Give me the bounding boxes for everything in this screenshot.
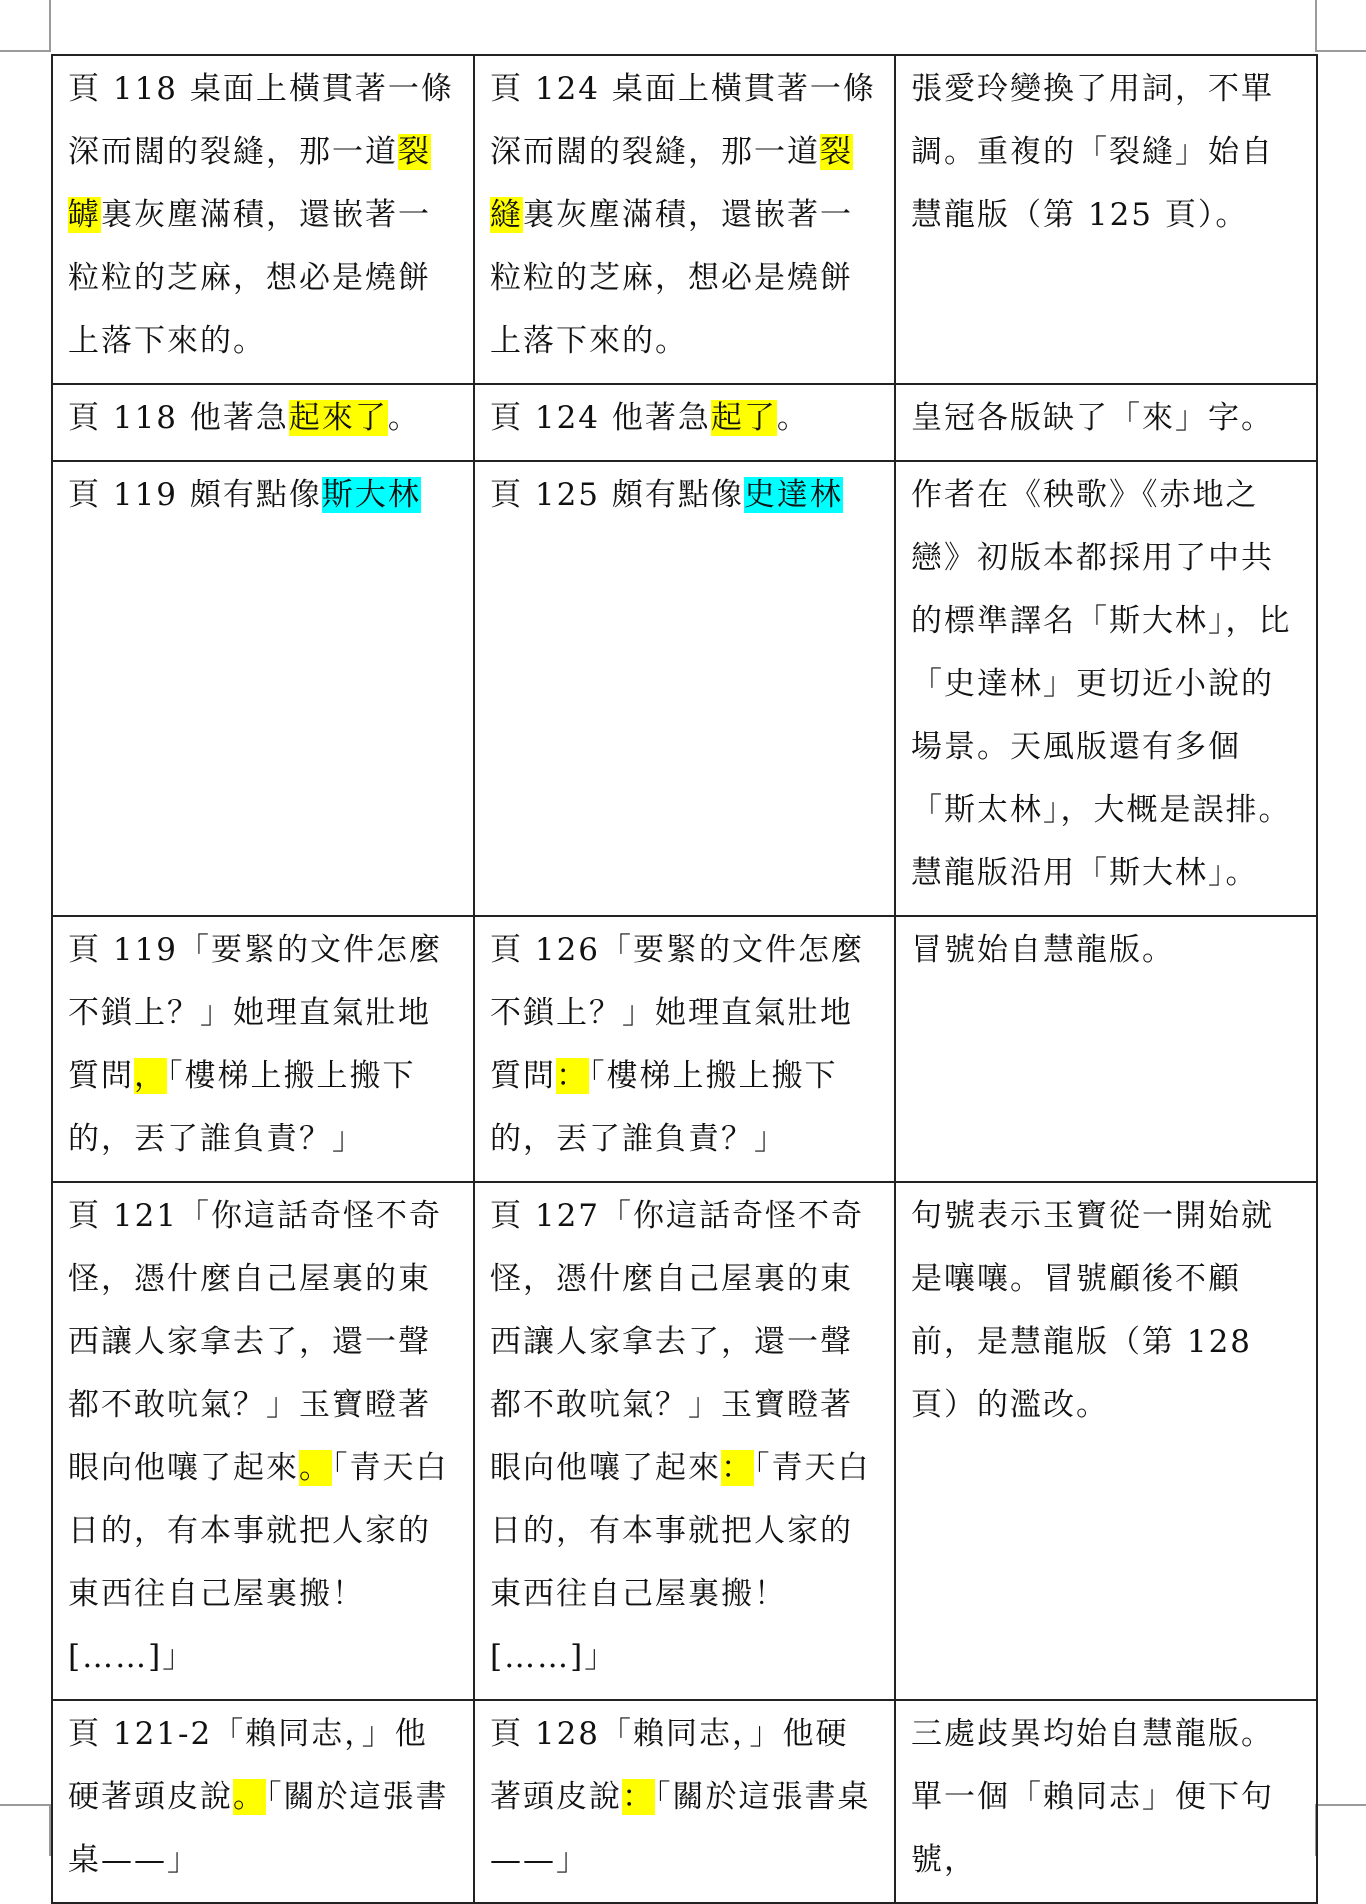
cell-text — [490, 400, 810, 436]
text-segment: 句號表示玉寶從一開始就是嚷嚷。冒號顧後不顧前，是慧龍版（第 128 頁）的濫改。 — [911, 1198, 1274, 1423]
cell-text — [490, 1198, 871, 1675]
cell-text — [911, 1716, 1274, 1878]
text-segment: 頁 124 桌面上橫貫著一條深而闊的裂縫，那一道 — [490, 71, 876, 170]
highlighted-text: 起了 — [710, 400, 777, 436]
table-cell — [895, 916, 1317, 1182]
text-segment: 「青天白日的，有本事就把人家的東西往自己屋裏搬！[……]」 — [68, 1450, 449, 1675]
text-segment: 冒號始自慧龍版。 — [911, 932, 1175, 968]
highlighted-text: 裂罅 — [68, 134, 431, 233]
table-cell — [52, 384, 474, 461]
cell-text — [68, 1198, 449, 1675]
crop-mark-top-left-vertical — [49, 0, 51, 52]
highlighted-text: ： — [556, 1058, 589, 1094]
comparison-table — [51, 54, 1318, 1904]
highlighted-text: 裂縫 — [490, 134, 853, 233]
crop-mark-top-right-vertical — [1315, 0, 1317, 52]
table-cell — [52, 916, 474, 1182]
highlighted-text: ： — [721, 1450, 754, 1486]
table-cell — [895, 384, 1317, 461]
table-row — [52, 384, 1317, 461]
table-cell — [474, 461, 895, 916]
cell-text — [911, 400, 1274, 436]
text-segment: 張愛玲變換了用詞，不單調。重複的「裂縫」始自慧龍版（第 125 頁）。 — [911, 71, 1274, 233]
crop-mark-bottom-left-horizontal — [0, 1804, 51, 1806]
text-segment: 頁 121「你這話奇怪不奇怪，憑什麼自己屋裏的東西讓人家拿去了，還一聲都不敢吭氣？」玉寶瞪著眼向他嚷了起來 — [68, 1198, 443, 1486]
table-row — [52, 1182, 1317, 1700]
table-cell — [474, 916, 895, 1182]
text-segment: 頁 119「要緊的文件怎麼不鎖上？」她理直氣壯地質問 — [68, 932, 443, 1094]
cell-text — [490, 932, 864, 1157]
text-segment: 頁 118 桌面上橫貫著一條深而闊的裂縫，那一道 — [68, 71, 454, 170]
text-segment: 頁 121-2「賴同志，」他硬著頭皮說 — [68, 1716, 428, 1815]
text-segment: 頁 128「賴同志，」他硬著頭皮說 — [490, 1716, 849, 1815]
table-cell — [52, 1700, 474, 1903]
crop-mark-top-left-horizontal — [0, 50, 51, 52]
text-segment: 頁 119 頗有點像 — [68, 477, 322, 513]
text-segment: 「關於這張書桌——」 — [490, 1779, 871, 1878]
table-cell — [52, 1182, 474, 1700]
text-segment: 。 — [387, 400, 421, 436]
text-segment: 三處歧異均始自慧龍版。單一個「賴同志」便下句號， — [911, 1716, 1274, 1878]
text-segment: 頁 118 他著急 — [68, 400, 289, 436]
cell-text — [68, 400, 421, 436]
cell-text — [490, 477, 843, 513]
cell-text — [911, 1198, 1274, 1423]
text-segment: 「關於這張書桌——」 — [68, 1779, 449, 1878]
text-segment: 頁 127「你這話奇怪不奇怪，憑什麼自己屋裏的東西讓人家拿去了，還一聲都不敢吭氣？」玉寶瞪著眼向他嚷了起來 — [490, 1198, 865, 1486]
table-row — [52, 461, 1317, 916]
text-segment: 裏灰塵滿積，還嵌著一粒粒的芝麻，想必是燒餅上落下來的。 — [490, 197, 853, 359]
text-segment: 作者在《秧歌》《赤地之戀》初版本都採用了中共的標準譯名「斯大林」，比「史達林」更切近小說的場景。天風版還有多個「斯太林」，大概是誤排。慧龍版沿用「斯大林」。 — [911, 477, 1292, 891]
table-row — [52, 1700, 1317, 1903]
table-cell — [895, 1182, 1317, 1700]
crop-mark-bottom-right-horizontal — [1315, 1804, 1366, 1806]
cell-text — [68, 1716, 449, 1878]
text-segment: 頁 125 頗有點像 — [490, 477, 744, 513]
cell-text — [68, 932, 442, 1157]
highlighted-text: 斯大林 — [321, 477, 421, 513]
cell-text — [68, 477, 421, 513]
table-cell — [52, 461, 474, 916]
table-cell — [52, 55, 474, 384]
table-cell — [895, 1700, 1317, 1903]
table-row — [52, 55, 1317, 384]
cell-text — [911, 477, 1292, 891]
highlighted-text: 。 — [233, 1779, 266, 1815]
text-segment: 裏灰塵滿積，還嵌著一粒粒的芝麻，想必是燒餅上落下來的。 — [68, 197, 431, 359]
text-segment: 。 — [776, 400, 810, 436]
highlighted-text: 。 — [299, 1450, 332, 1486]
table-cell — [474, 384, 895, 461]
table-cell — [895, 461, 1317, 916]
table-row — [52, 916, 1317, 1182]
text-segment: 頁 126「要緊的文件怎麼不鎖上？」她理直氣壯地質問 — [490, 932, 865, 1094]
text-segment: 「樓梯上搬上搬下的，丟了誰負責？」 — [68, 1058, 416, 1157]
cell-text — [911, 71, 1274, 233]
highlighted-text: ： — [622, 1779, 655, 1815]
table-cell — [474, 1182, 895, 1700]
table-cell — [474, 55, 895, 384]
text-segment: 頁 124 他著急 — [490, 400, 711, 436]
table-cell — [895, 55, 1317, 384]
crop-mark-top-right-horizontal — [1315, 50, 1366, 52]
highlighted-text: 起來了 — [288, 400, 388, 436]
table-cell — [474, 1700, 895, 1903]
cell-text — [911, 932, 1175, 968]
text-segment: 皇冠各版缺了「來」字。 — [911, 400, 1274, 436]
highlighted-text: ， — [134, 1058, 167, 1094]
text-segment: 「青天白日的，有本事就把人家的東西往自己屋裏搬！[……]」 — [490, 1450, 871, 1675]
text-segment: 「樓梯上搬上搬下的，丟了誰負責？」 — [490, 1058, 838, 1157]
cell-text — [490, 1716, 871, 1878]
cell-text — [490, 71, 876, 359]
highlighted-text: 史達林 — [743, 477, 843, 513]
cell-text — [68, 71, 454, 359]
